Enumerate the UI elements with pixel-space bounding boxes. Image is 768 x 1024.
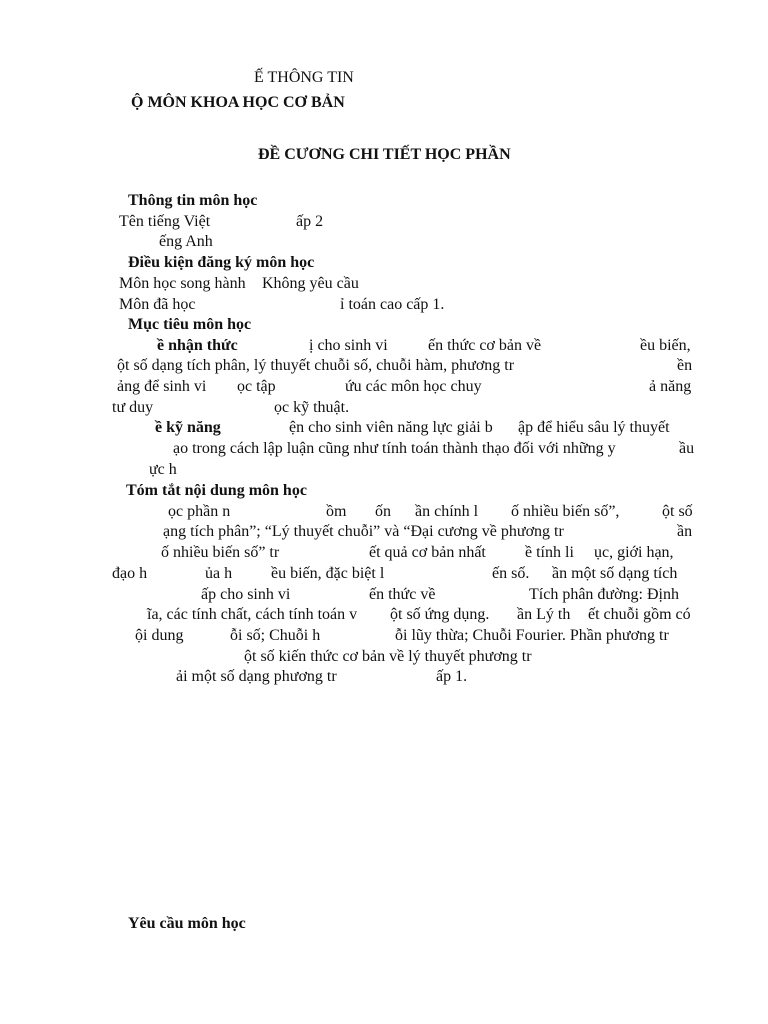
skills-text: ập để hiểu sâu lý thuyết bbox=[518, 419, 670, 436]
faculty-name: Ế THÔNG TIN bbox=[254, 69, 354, 86]
english-name-label: ếng Anh bbox=[159, 233, 213, 250]
summary-text: Tích phân đường: Định bbox=[529, 586, 679, 603]
knowledge-text: ị cho sinh vi bbox=[309, 337, 388, 354]
summary-text: ồm bbox=[326, 503, 347, 520]
parallel-course-value: Không yêu cầu bbox=[262, 275, 359, 292]
section-heading-summary: Tóm tắt nội dung môn học bbox=[126, 482, 307, 499]
summary-text: ĩa, các tính chất, cách tính toán v bbox=[147, 606, 358, 623]
department-name: Ộ MÔN KHOA HỌC CƠ BẢN bbox=[131, 94, 345, 111]
summary-text: ủa h bbox=[205, 565, 233, 582]
knowledge-text: ến thức cơ bản về bbox=[428, 337, 542, 354]
knowledge-text: ứu các môn học chuy bbox=[345, 378, 482, 395]
knowledge-text: ều biến, bbox=[640, 337, 691, 354]
summary-text: ọc phần n bbox=[168, 503, 231, 520]
summary-text: ề tính li bbox=[525, 544, 574, 561]
summary-text: ần bbox=[677, 523, 693, 540]
section-heading-prerequisites: Điều kiện đăng ký môn học bbox=[128, 254, 315, 271]
knowledge-text: ả năng bbox=[649, 378, 692, 395]
skills-text: ầu bbox=[679, 440, 695, 457]
summary-text: ết chuỗi gồm có bbox=[588, 606, 691, 623]
vietnamese-name-value: ấp 2 bbox=[296, 213, 324, 230]
summary-text: ều biến, đặc biệt l bbox=[271, 565, 385, 582]
summary-text: ấp cho sinh vi bbox=[201, 586, 291, 603]
completed-course-value: ỉ toán cao cấp 1. bbox=[340, 296, 445, 313]
summary-text: ỗi số; Chuỗi h bbox=[230, 627, 321, 644]
summary-text: ột số ứng dụng. bbox=[390, 606, 490, 623]
knowledge-text: ảng để sinh vi bbox=[117, 378, 207, 395]
summary-text: ố nhiều biến số”, bbox=[511, 503, 620, 520]
summary-text: ố nhiều biến số” tr bbox=[161, 544, 280, 561]
summary-text: ần Lý th bbox=[517, 606, 571, 623]
summary-text: ốn bbox=[375, 503, 391, 520]
summary-text: ội dung bbox=[135, 627, 184, 644]
summary-text: ấp 1. bbox=[436, 668, 468, 685]
skills-label: ề kỹ năng bbox=[155, 419, 221, 436]
summary-text: ỗi lũy thừa; Chuỗi Fourier. Phần phương tr bbox=[395, 627, 669, 644]
summary-text: ải một số dạng phương tr bbox=[176, 668, 337, 685]
summary-text: ến thức về bbox=[369, 586, 436, 603]
parallel-course-label: Môn học song hành bbox=[119, 275, 246, 292]
summary-text: ến số. bbox=[492, 565, 530, 582]
summary-text: ục, giới hạn, bbox=[594, 544, 674, 561]
skills-text: ạo trong cách lập luận cũng như tính toán thành thạo đối với những y bbox=[173, 440, 616, 457]
summary-text: ột số kiến thức cơ bản về lý thuyết phương tr bbox=[244, 648, 532, 665]
knowledge-text: ọc tập bbox=[237, 378, 276, 395]
section-heading-course-info: Thông tin môn học bbox=[128, 192, 258, 209]
section-heading-goals: Mục tiêu môn học bbox=[128, 316, 252, 333]
page-title: ĐỀ CƯƠNG CHI TIẾT HỌC PHẦN bbox=[258, 146, 511, 163]
knowledge-text: ền bbox=[677, 357, 693, 374]
summary-text: ần một số dạng tích bbox=[552, 565, 678, 582]
summary-text: ạng tích phân”; “Lý thuyết chuỗi” và “Đại cương về phương tr bbox=[163, 523, 564, 540]
vietnamese-name-label: Tên tiếng Việt bbox=[119, 213, 211, 230]
summary-text: ột số bbox=[662, 503, 693, 520]
skills-text: ực h bbox=[149, 461, 177, 478]
knowledge-text: tư duy bbox=[112, 399, 154, 416]
summary-text: ết quả cơ bản nhất bbox=[369, 544, 486, 561]
completed-course-label: Môn đã học bbox=[119, 296, 196, 313]
skills-text: ện cho sinh viên năng lực giải b bbox=[289, 419, 493, 436]
summary-text: ần chính l bbox=[415, 503, 479, 520]
knowledge-text: ột số dạng tích phân, lý thuyết chuỗi số, chuỗi hàm, phương tr bbox=[117, 357, 515, 374]
knowledge-text: ọc kỹ thuật. bbox=[274, 399, 350, 416]
section-heading-requirements: Yêu cầu môn học bbox=[128, 915, 246, 932]
knowledge-label: ề nhận thức bbox=[157, 337, 238, 354]
summary-text: đạo h bbox=[112, 565, 148, 582]
